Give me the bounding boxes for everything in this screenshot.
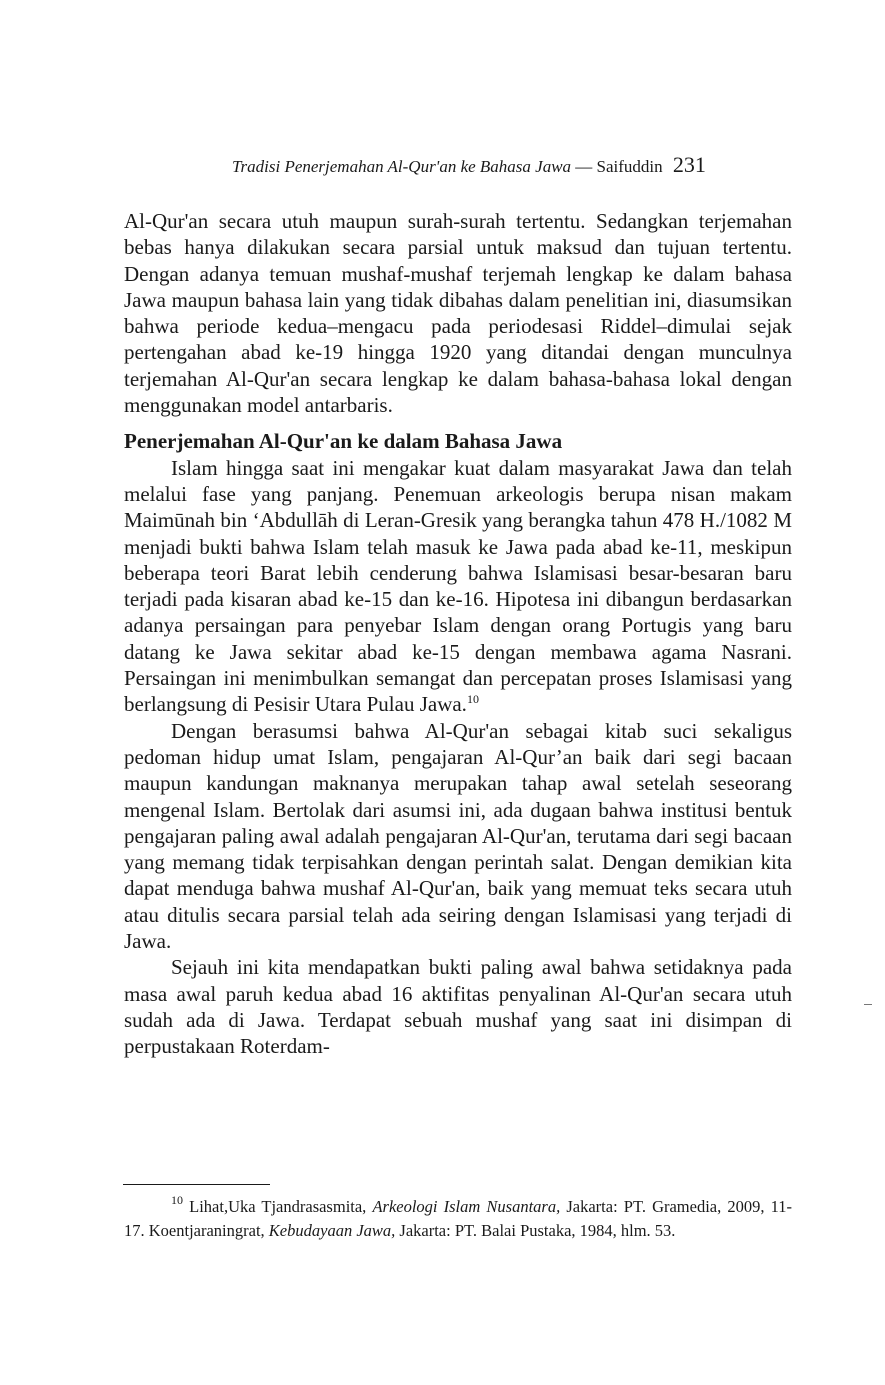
- body-text: [124, 208, 792, 1060]
- footnote: [124, 1195, 792, 1242]
- section-heading: Penerjemahan Al-Qur'an ke dalam Bahasa Jawa: [124, 429, 563, 454]
- footnote-divider: [123, 1184, 270, 1185]
- footnote-text-2: Jakarta: PT. Gramedia, 2009, 11-17. Koentjaraningrat,: [124, 1197, 792, 1240]
- page-number: 231: [672, 152, 706, 177]
- paragraph-quran-teaching: Dengan berasumsi bahwa Al-Qur'an sebagai kitab suci sekaligus pedoman hidup umat Islam, pengajaran Al-Qur’an baik dari segi bacaan maupun kandungan maknanya merupakan tahap awal setelah seseorang mengenal Islam. Bertolak dari asumsi ini, ada dugaan bahwa institusi bentuk pengajaran paling awal adalah pengajaran Al-Qur'an, terutama dari segi bacaan yang memang tidak terpisahkan dengan perintah salat. Dengan demikian kita dapat menduga bahwa mushaf Al-Qur'an, baik yang memuat teks secara utuh atau ditulis secara parsial telah ada seiring dengan Islamisasi yang terjadi di Jawa.: [124, 718, 792, 954]
- footnote-text-1: Lihat,Uka Tjandrasasmita,: [189, 1197, 373, 1216]
- footnote-reference: 10: [466, 692, 479, 707]
- continuation-paragraph: Al-Qur'an secara utuh maupun surah-surah tertentu. Sedangkan terjemahan bebas hanya dilakukan secara parsial untuk maksud dan tujuan tertentu. Dengan adanya temuan mushaf-mushaf terjemah lengkap ke dalam bahasa Jawa maupun bahasa lain yang tidak dibahas dalam penelitian ini, diasumsikan bahwa periode kedua–mengacu pada periodesasi Riddel–dimulai sejak pertengahan abad ke-19 hingga 1920 yang ditandai dengan munculnya terjemahan Al-Qur'an secara lengkap ke dalam bahasa-bahasa lokal dengan menggunakan model antarbaris.: [124, 209, 792, 418]
- footnote-number: 10: [171, 1193, 183, 1207]
- footnote-book-title-1: Arkeologi Islam Nusantara,: [372, 1197, 561, 1216]
- running-head-separator: —: [575, 157, 593, 176]
- footnote-book-title-2: Kebudayaan Jawa,: [268, 1220, 396, 1240]
- running-head: [232, 150, 792, 180]
- running-head-title: Tradisi Penerjemahan Al-Qur'an ke Bahasa Jawa: [232, 157, 572, 176]
- paragraph-earliest-evidence: Sejauh ini kita mendapatkan bukti paling awal bahwa setidaknya pada masa awal paruh kedua abad 16 aktifitas penyalinan Al-Qur'an secara utuh sudah ada di Jawa. Terdapat sebuah mushaf yang saat ini disimpan di perpustakaan Roterdam-: [124, 955, 792, 1059]
- running-head-author: Saifuddin: [596, 157, 663, 176]
- paragraph-text: Islam hingga saat ini mengakar kuat dalam masyarakat Jawa dan telah melalui fase yang panjang. Penemuan arkeologis berupa nisan makam Maimūnah bin ‘Abdullāh di Leran-Gresik yang berangka tahun 478 H./1082 M menjadi bukti bahwa Islam telah masuk ke Jawa pada abad ke-11, meskipun beberapa teori Barat lebih cenderung bahwa Islamisasi besar-besaran baru terjadi pada kisaran abad ke-15 dan ke-16. Hipotesa ini dibangun berdasarkan adanya persaingan para penyebar Islam dengan orang Portugis yang baru datang ke Jawa sekitar abad ke-15 dengan membawa agama Nasrani. Persaingan ini menimbulkan semangat dan percepatan proses Islamisasi yang berlangsung di Pesisir Utara Pulau Jawa.: [124, 455, 792, 717]
- scan-mark: [864, 1004, 872, 1005]
- footnote-text-3: Jakarta: PT. Balai Pustaka, 1984, hlm. 53.: [395, 1220, 676, 1240]
- paragraph-islam-in-java: [124, 455, 792, 718]
